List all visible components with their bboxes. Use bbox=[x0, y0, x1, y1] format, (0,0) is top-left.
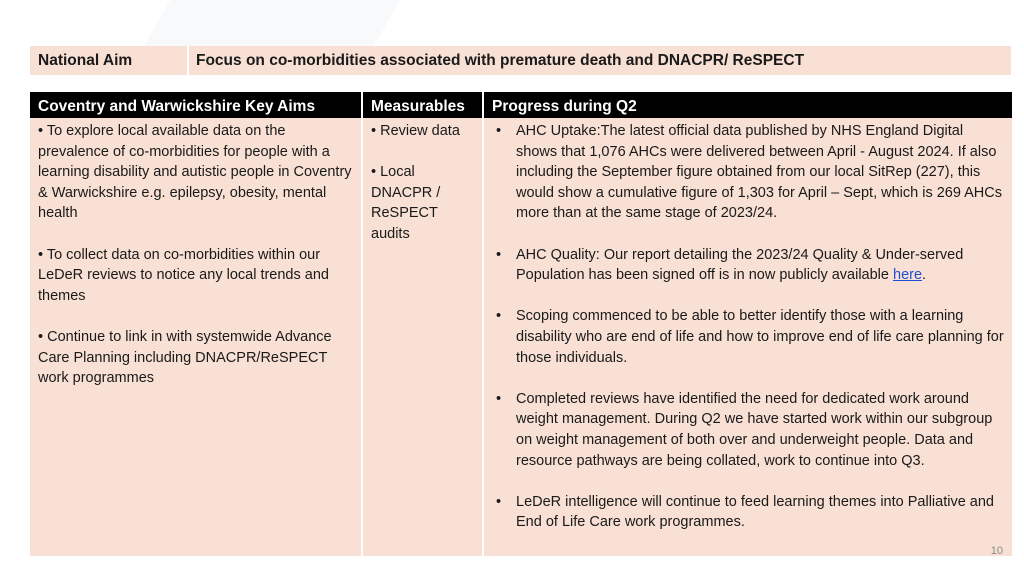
progress-text: Scoping commenced to be able to better identify those with a learning disability who are end of life and how to improve end of life care planning for those individuals. bbox=[516, 308, 1004, 366]
bullet-icon: • bbox=[496, 308, 502, 325]
national-aim-value: Focus on co-morbidities associated with premature death and DNACPR/ ReSPECT bbox=[196, 52, 805, 69]
progress-text: AHC Uptake:The latest official data published by NHS England Digital shows that 1,076 AHCs were delivered between April - August 2024. If also including the September figure obtained from our local SitRep (227), this would show a cumulative figure of 1,303 for April – Sept, which is 269 AHCs more than at the same stage of 2023/24. bbox=[516, 123, 1003, 222]
key-aim-item: • To collect data on co-morbidities within our LeDeR reviews to notice any local trends and themes bbox=[38, 246, 329, 304]
aims-table bbox=[30, 92, 1012, 556]
header-key-aims: Coventry and Warwickshire Key Aims bbox=[30, 92, 361, 118]
bullet-icon: • bbox=[496, 390, 502, 407]
key-aim-item: • To explore local available data on the prevalence of co-morbidities for people with a learning disability and autistic people in Coventry & Warwickshire e.g. epilepsy, obesity, mental health bbox=[38, 123, 352, 222]
national-aim-bar bbox=[30, 46, 1011, 75]
national-aim-label: National Aim bbox=[30, 46, 189, 75]
progress-text bbox=[516, 245, 1006, 286]
header-measurables: Measurables bbox=[361, 92, 482, 118]
progress-text-main: AHC Quality: Our report detailing the 2023/24 Quality & Under-served Population has been signed off is in now publicly available bbox=[516, 246, 964, 284]
page-number: 10 bbox=[990, 545, 1003, 557]
key-aims-cell bbox=[30, 118, 361, 556]
progress-text-end: . bbox=[922, 267, 927, 284]
progress-item bbox=[492, 306, 1006, 368]
header-progress: Progress during Q2 bbox=[482, 92, 1012, 118]
measurable-item: • Local DNACPR / ReSPECT audits bbox=[371, 164, 441, 242]
measurables-cell bbox=[361, 118, 482, 556]
bullet-icon: • bbox=[496, 493, 502, 510]
bullet-icon: • bbox=[496, 246, 502, 263]
progress-item bbox=[492, 121, 1006, 224]
measurable-item: • Review data bbox=[371, 123, 460, 139]
progress-text: LeDeR intelligence will continue to feed learning themes into Palliative and End of Life Care work programmes. bbox=[516, 493, 994, 531]
progress-item bbox=[492, 245, 1006, 286]
key-aim-item: • Continue to link in with systemwide Advance Care Planning including DNACPR/ReSPECT work programmes bbox=[38, 328, 332, 387]
progress-text: Completed reviews have identified the need for dedicated work around weight management. During Q2 we have started work within our subgroup on weight management of both over and underweight people. Data and resource pathways are being collated, work to continue into Q3. bbox=[516, 390, 993, 469]
progress-item bbox=[492, 492, 1006, 533]
report-here-link[interactable]: here bbox=[893, 267, 923, 284]
progress-item bbox=[492, 389, 1006, 471]
bullet-icon: • bbox=[496, 123, 502, 139]
progress-cell bbox=[482, 118, 1012, 556]
